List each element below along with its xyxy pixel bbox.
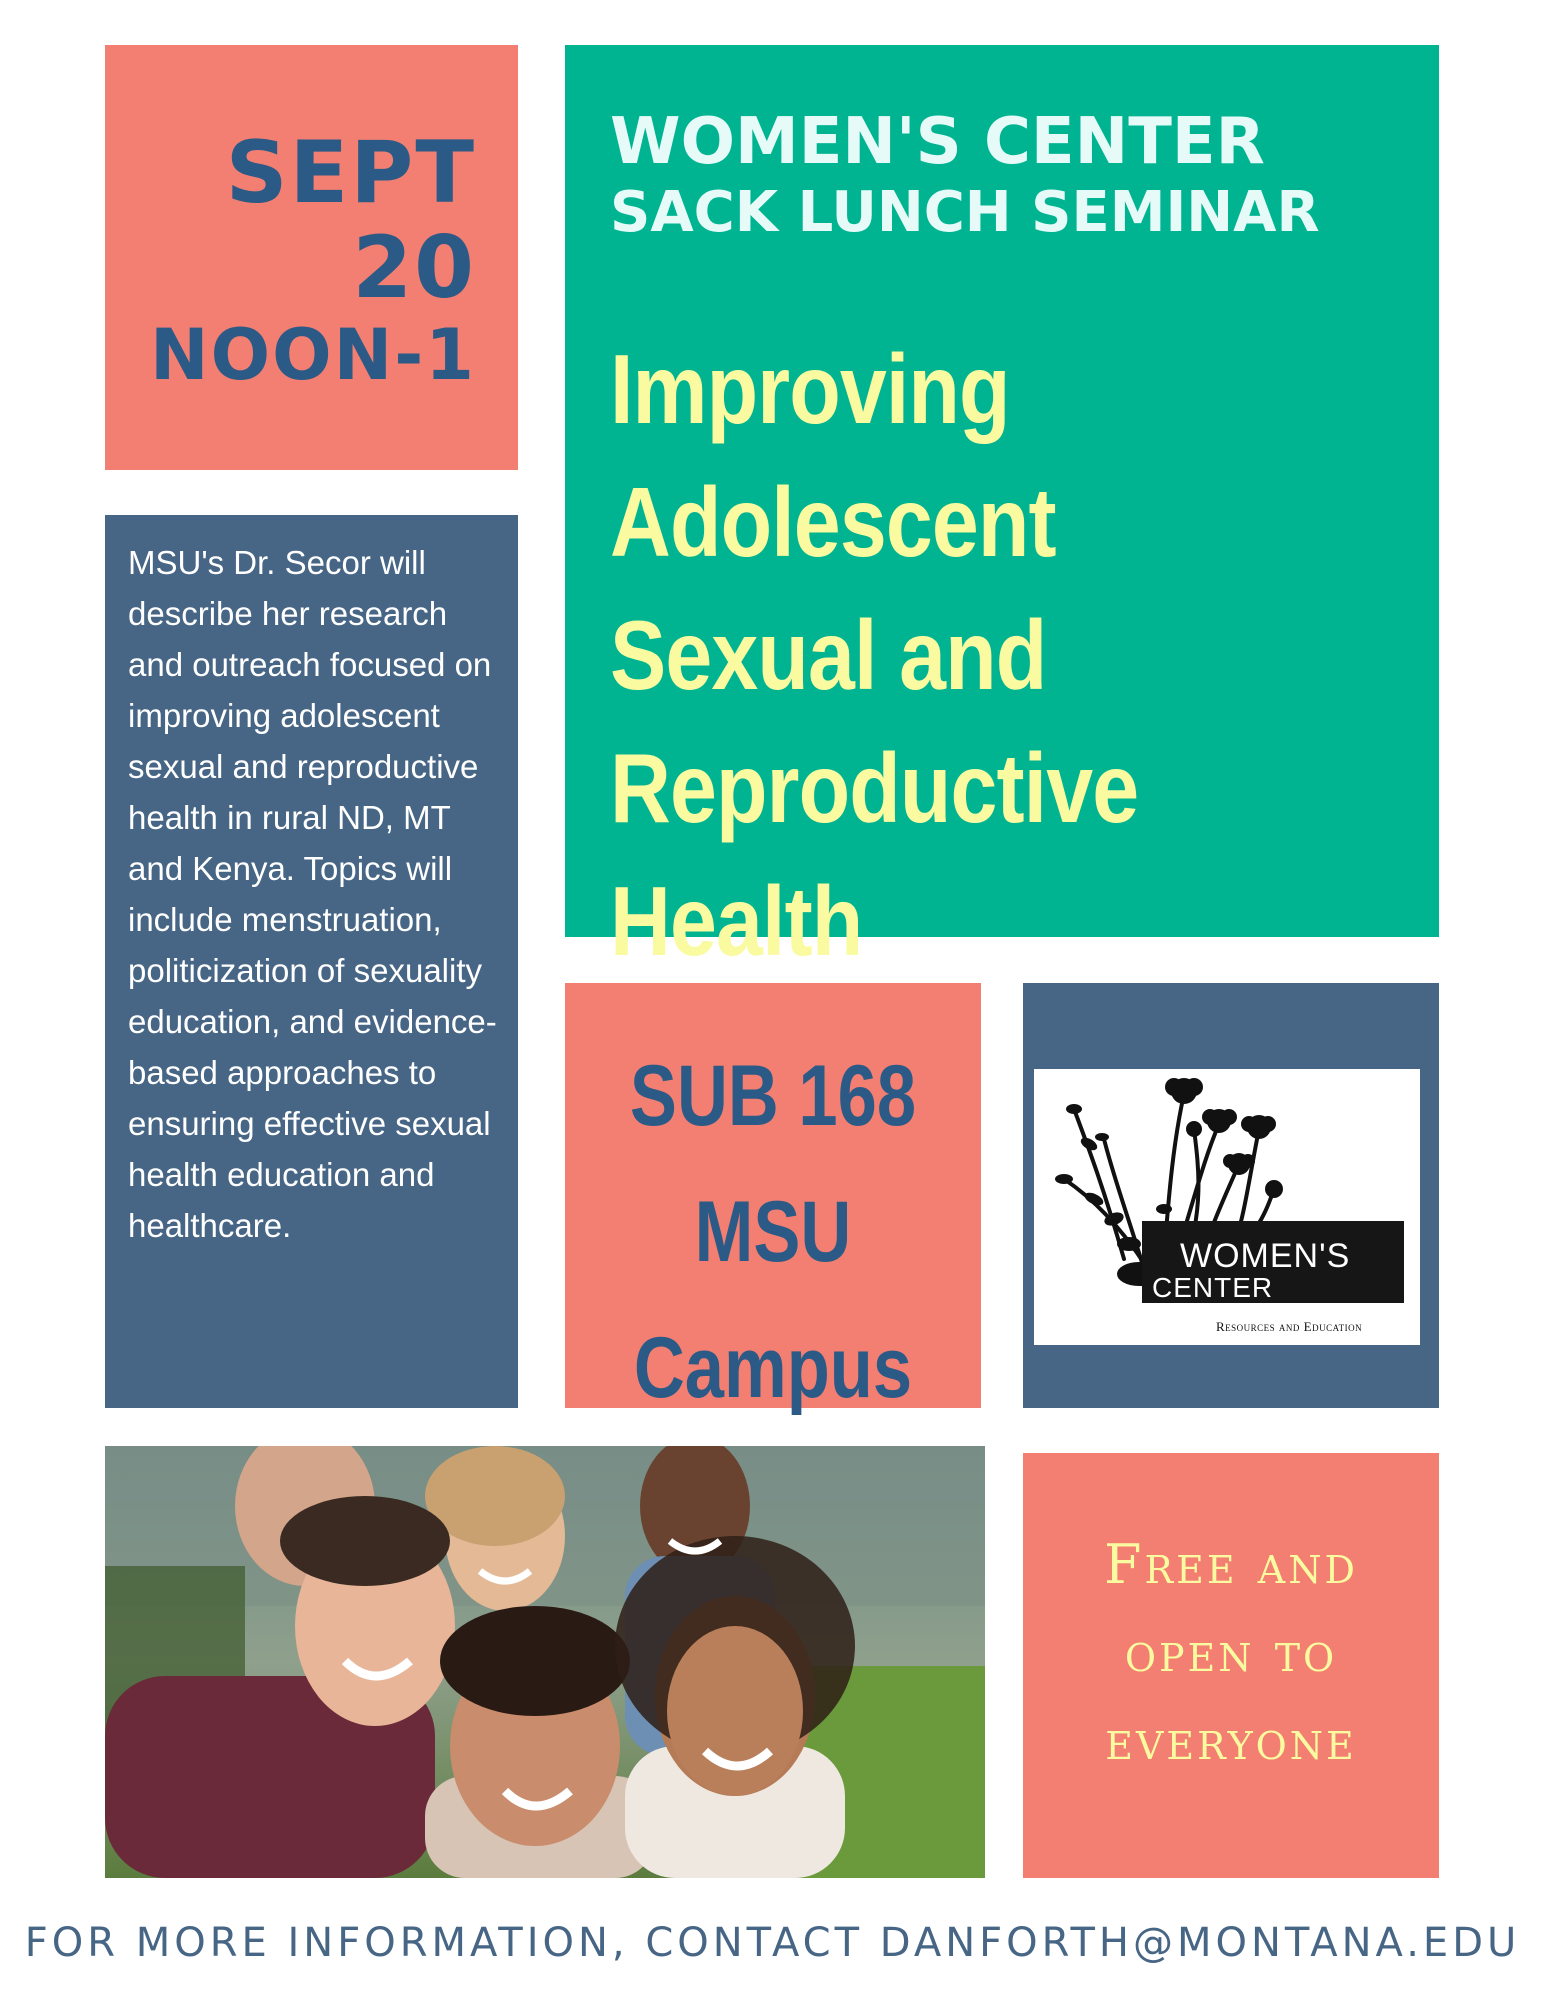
date-block [105,45,518,470]
location-line-1: SUB 168 [629,1048,917,1144]
location-line-3: Campus [633,1320,913,1416]
logo-name-line-2: CENTER [1152,1272,1274,1303]
location-block [565,983,981,1416]
flower-silhouette-icon [1034,1069,1420,1345]
description-text: MSU's Dr. Secor will describe her research and outreach focused on improving adolescent sexual and reproductive health in rural ND, MT and Kenya. Topics will include menstruation, politicization of sexuality education, and evidence-based approaches to ensuring effective sexual health education and healthcare. [128,544,497,1244]
description-block [105,515,518,1408]
logo-block [1023,983,1439,1408]
date-month: SEPT [225,123,476,223]
contact-footer: FOR MORE INFORMATION, CONTACT DANFORTH@MONTANA.EDU [24,1920,1521,1966]
group-of-teens-photo-icon [105,1446,985,1878]
free-line-2: open to [1124,1621,1338,1684]
title-block [565,45,1439,976]
logo-name-line-1: WOMEN'S [1180,1237,1351,1275]
free-line-1: Free and [1104,1533,1358,1596]
womens-center-logo [1034,1069,1420,1345]
center-name: WOMEN'S CENTER [610,105,1265,179]
logo-tagline: Resources and Education [1216,1319,1363,1334]
date-day: 20 [352,218,476,318]
location-text [602,1028,943,1436]
talk-title: Improving Adolescent Sexual and Reproductive Health [610,334,1139,976]
free-admission-text [1023,1521,1439,1785]
free-line-3: everyone [1105,1709,1357,1772]
seminar-name: SACK LUNCH SEMINAR [610,180,1320,245]
free-admission-block [1023,1453,1439,1878]
date-time: NOON-1 [150,314,476,396]
location-line-2: MSU [694,1184,852,1280]
group-photo [105,1446,985,1878]
